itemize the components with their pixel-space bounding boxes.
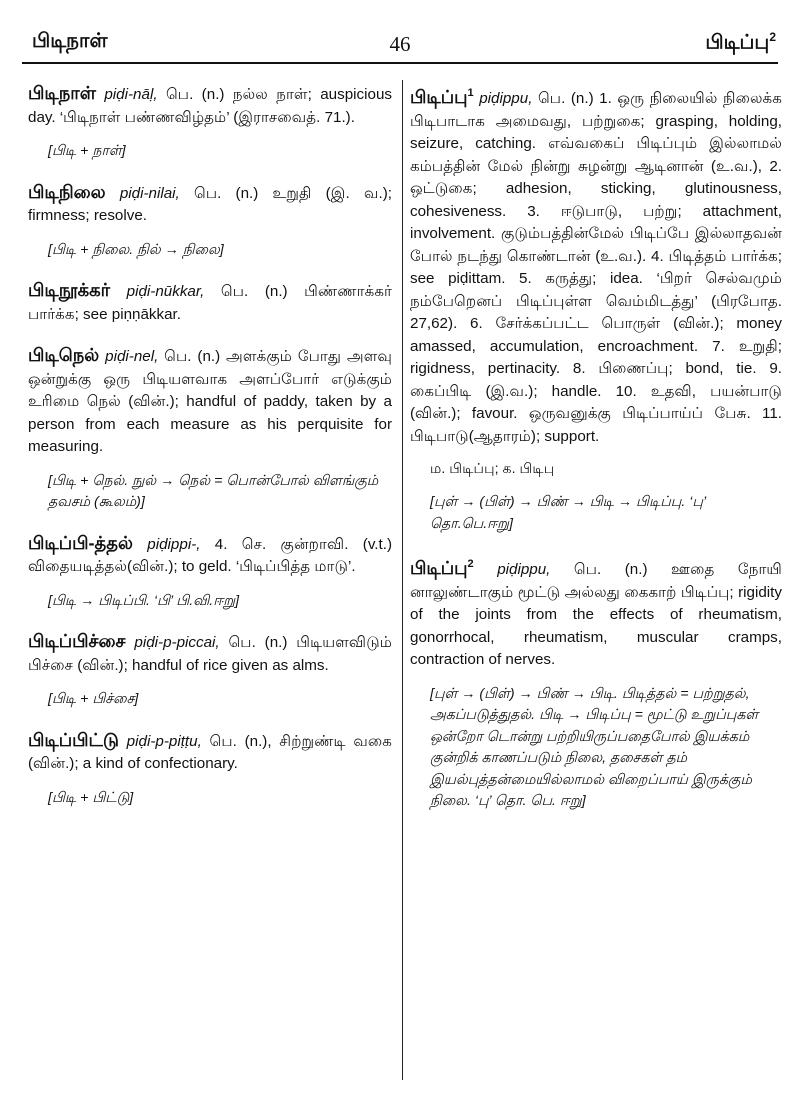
romanization: piḍi-nel, (105, 348, 159, 365)
entry-text (28, 532, 392, 579)
romanization: piḍi-p-piccai, (134, 634, 220, 651)
etymology: [பிடி + நாள்] (48, 143, 126, 159)
entry-text (28, 82, 392, 129)
entry-text (410, 553, 782, 672)
entry-pidinal (28, 82, 392, 163)
headword (410, 87, 474, 107)
definition: பெ. (n.), சிற்றுண்டி வகை (வின்.); a kind of confectionary. (28, 732, 392, 772)
headword: பிடிநாள் (28, 83, 96, 103)
definition: பெ. (n.) உறுதி (இ. வ.); firmness; resolve. (28, 184, 392, 224)
definition: பெ. (n.) பிடியளவிடும் பிச்சை (வின்.); handful of rice given as alms. (28, 634, 392, 674)
etymology: [பிடி + நிலை. நில் → நிலை] (48, 241, 224, 258)
page-header (22, 8, 778, 54)
entry-pidippi (28, 532, 392, 613)
entry-text (410, 82, 782, 448)
header-rule (22, 62, 778, 64)
entry-text (28, 630, 392, 677)
romanization: piḍippu, (479, 90, 533, 107)
entry-pidinel (28, 344, 392, 514)
headword: பிடிநெல் (28, 345, 100, 365)
headword-text: பிடிப்பு (410, 558, 468, 578)
entry-pidinilai (28, 181, 392, 262)
definition: 4. செ. குன்றாவி. (v.t.) விதையடித்தல்(வின்.); to geld. ‘பிடிப்பித்த மாடு’. (28, 535, 392, 575)
etymology: [புள் → (பிள்) → பிண் → பிடி → பிடிப்பு. ‘பு’ தொ.பெ.ஈறு] (430, 494, 706, 532)
etymology: [பிடி → பிடிப்பி. ‘பி’ பி.வி.ஈறு] (48, 592, 240, 609)
romanization: piḍi-nūkkar, (126, 283, 205, 300)
entry-pidippu-2 (410, 553, 782, 813)
left-column (28, 82, 392, 827)
entry-text (28, 729, 392, 776)
header-right-guideword (705, 30, 776, 57)
entry-pidippiccai (28, 630, 392, 711)
etymology: [பிடி + பிச்சை] (48, 691, 139, 707)
headword: பிடிப்பி-த்தல் (28, 532, 133, 553)
etymology: [புள் → (பிள்) → பிண் → பிடி. பிடித்தல் = பற்றுதல், அகப்படுத்துதல். பிடி → பிடிப்பு = மூட்டு உறுப்புகள் ஒன்றோ டொன்று பற்றியிருப்பதைபோல் இயக்கம் குன்றிக் காணப்படும் நிலை, தசைகள் தம் இயல்புத்தன்மையில்லாமல் விறைப்பாய் இருக்கும் நிலை. ‘பு’ தொ. பெ. ஈறு] (430, 685, 759, 809)
header-right-word: பிடிப்பு (705, 31, 770, 54)
headword-text: பிடிப்பு (410, 87, 468, 107)
headword (410, 558, 474, 578)
entry-pidinukkar (28, 279, 392, 344)
romanization: piḍi-p-piṭṭu, (126, 732, 202, 750)
cognates: ம. பிடிப்பு; க. பிடிபு (430, 461, 555, 477)
entry-text (28, 279, 392, 326)
definition: பெ. (n.) ஊதை நோயி னாலுண்டாகும் மூட்டு அல்லது கைகாற் பிடிப்பு; rigidity of the joints from the effects of rheumatism, gonorrhocal, rheumatism, muscular cramps, contraction of nerves. (410, 561, 782, 668)
homonym-number: 2 (467, 558, 474, 570)
etymology: [பிடி + நெல். நுல் → நெல் = பொன்போல் விளங்கும் தவசம் (கூலம்)] (48, 472, 379, 510)
headword: பிடிப்பிட்டு (28, 729, 119, 750)
entry-pidippu-1 (410, 82, 782, 535)
page-number: 46 (389, 32, 411, 56)
romanization: piḍippu, (497, 561, 551, 578)
entry-pidippittu (28, 729, 392, 810)
entry-text (28, 181, 392, 228)
definition: பெ. (n.) அளக்கும் போது அளவு ஒன்றுக்கு ஒரு பிடியளவாக அளப்போர் எடுக்கும் உரிமை நெல் (வின்.); handful of paddy, taken by a person from each measure as his perquisite for measuring. (28, 348, 392, 455)
definition: பெ. (n.) நல்ல நாள்; auspicious day. ‘பிடிநாள் பண்ணவிழ்தம்’ (இராசவைத். 71.). (28, 86, 392, 126)
column-divider (402, 80, 403, 1080)
romanization: piḍi-nāḷ, (104, 86, 158, 103)
etymology: [பிடி + பிட்டு] (48, 789, 134, 806)
right-column (410, 82, 782, 831)
homonym-number: 1 (467, 87, 474, 99)
header-left-guideword: பிடிநாள் (32, 30, 108, 52)
header-right-sup: 2 (769, 30, 776, 44)
headword: பிடிநூக்கர் (28, 280, 111, 300)
entry-text (28, 344, 392, 459)
romanization: piḍi-nilai, (119, 184, 180, 202)
headword: பிடிநிலை (28, 181, 106, 202)
definition: பெ. (n.) 1. ஒரு நிலையில் நிலைக்க பிடிபாடாக அமைவது, பற்றுகை; grasping, holding, seizure, catching. எவ்வகைப் பிடிப்பும் இல்லாமல் கம்பத்தின் மேல் நின்று சுழன்று ஆடினான் (உ.வ.), 2. ஒட்டுகை; adhesion, sticking, glutinousness, cohesiveness. 3. ஈடுபாடு, பற்று; attachment, involvement. குடும்பத்தின்மேல் பிடிப்பே இல்லாதவன் போல் நடந்து கொண்டான் (உ.வ.). 4. பிடித்தம் பார்க்க; see piḍittam. 5. கருத்து; idea. ‘பிறர் செல்வமும் நம்பேறெனப் பிடிப்புள்ள வெம்மிடத்து’ (பிரபோத. 27,62). 6. சேர்க்கப்பட்ட பொருள் (வின்.); money amassed, accumulation, encroachment. 7. உறுதி; rigidness, pertinacity. 8. பிணைப்பு; bond, tie. 9. கைப்பிடி (இ.வ.); handle. 10. உதவி, பயன்பாடு (வின்.); favour. ஒருவனுக்கு பிடிப்பாய்ப் பேசு. 11. பிடிபாடு(ஆதாரம்); support. (410, 90, 782, 445)
romanization: piḍippi-, (147, 535, 201, 553)
headword: பிடிப்பிச்சை (28, 631, 126, 651)
definition: பெ. (n.) பிண்ணாக்கர் பார்க்க; see piṇṇākkar. (28, 283, 392, 323)
